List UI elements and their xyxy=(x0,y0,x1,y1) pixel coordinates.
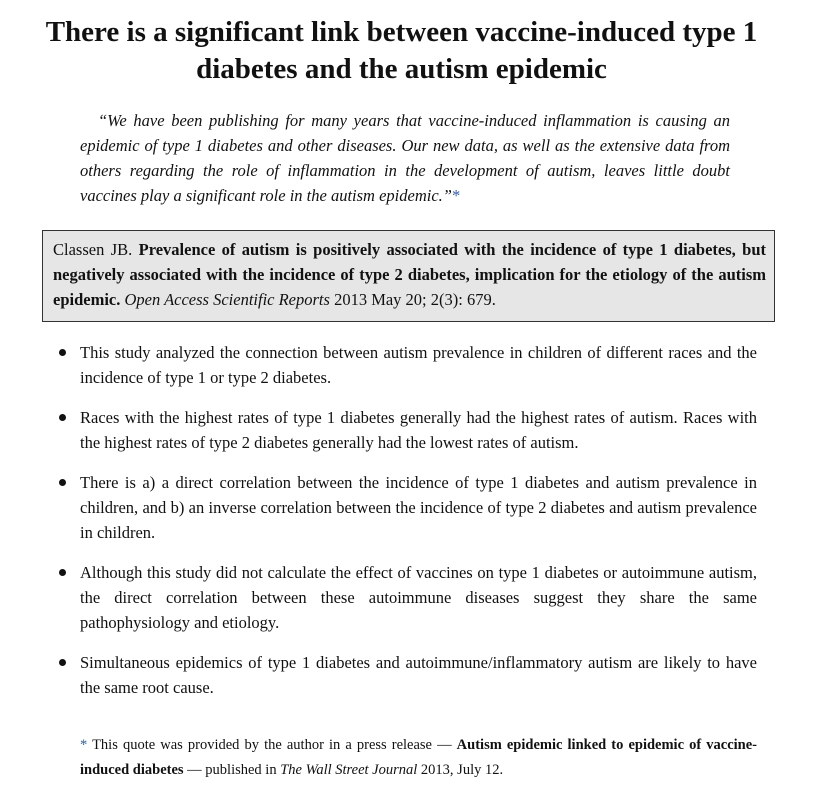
citation-details: 2013 May 20; 2(3): 679. xyxy=(334,290,496,309)
list-item-text: Although this study did not calculate the effect of vaccines on type 1 diabetes or autoimmune autism, the direct correlation between these autoimmune diseases suggest they share the same pathophysiology and etiology. xyxy=(80,563,757,632)
list-item-text: Races with the highest rates of type 1 diabetes generally had the highest rates of autism. Races with the highest rates of type 2 diabetes generally had the lowest rates of autism. xyxy=(80,408,757,452)
findings-list xyxy=(52,340,757,715)
bullet-icon xyxy=(59,479,66,486)
list-item xyxy=(52,340,757,390)
list-item-text: There is a) a direct correlation between the incidence of type 1 diabetes and autism prevalence in children, and b) an inverse correlation between the incidence of type 2 diabetes and autism prevalence in children. xyxy=(80,473,757,542)
list-item-text: This study analyzed the connection between autism prevalence in children of different races and the incidence of type 1 or type 2 diabetes. xyxy=(80,343,757,387)
footnote-marker: * xyxy=(80,737,88,753)
bullet-icon xyxy=(59,414,66,421)
bullet-icon xyxy=(59,569,66,576)
list-item xyxy=(52,650,757,700)
bullet-icon xyxy=(59,349,66,356)
publication-name: The Wall Street Journal xyxy=(280,762,418,778)
publication-date: 2013, July 12. xyxy=(420,762,504,778)
list-item xyxy=(52,560,757,635)
list-item xyxy=(52,405,757,455)
footnote-marker: * xyxy=(451,186,461,205)
page-title: There is a significant link between vaccine-induced type 1 diabetes and the autism epidemic xyxy=(45,16,758,85)
citation-box xyxy=(42,230,775,322)
press-release-title: Autism epidemic linked to epidemic of vaccine-induced diabetes xyxy=(80,737,757,778)
pull-quote xyxy=(80,108,730,208)
footnote-mid: — published in xyxy=(187,762,277,778)
bullet-icon xyxy=(59,659,66,666)
citation-journal: Open Access Scientific Reports xyxy=(124,290,330,309)
citation-article-title: Prevalence of autism is positively associated with the incidence of type 1 diabetes, but negatively associated with the incidence of type 2 diabetes, implication for the etiology of the autism epidemic. xyxy=(53,240,766,309)
list-item xyxy=(52,470,757,545)
footnote-intro: This quote was provided by the author in a press release — xyxy=(92,737,452,753)
list-item-text: Simultaneous epidemics of type 1 diabetes and autoimmune/inflammatory autism are likely to have the same root cause. xyxy=(80,653,757,697)
quote-text: “We have been publishing for many years that vaccine-induced inflammation is causing an epidemic of type 1 diabetes and other diseases. Our new data, as well as the extensive data from others regarding the role of inflammation in the development of autism, leaves little doubt vaccines play a significant role in the autism epidemic.” xyxy=(80,111,730,205)
citation-author: Classen JB. xyxy=(53,240,133,259)
footnote xyxy=(80,733,757,783)
